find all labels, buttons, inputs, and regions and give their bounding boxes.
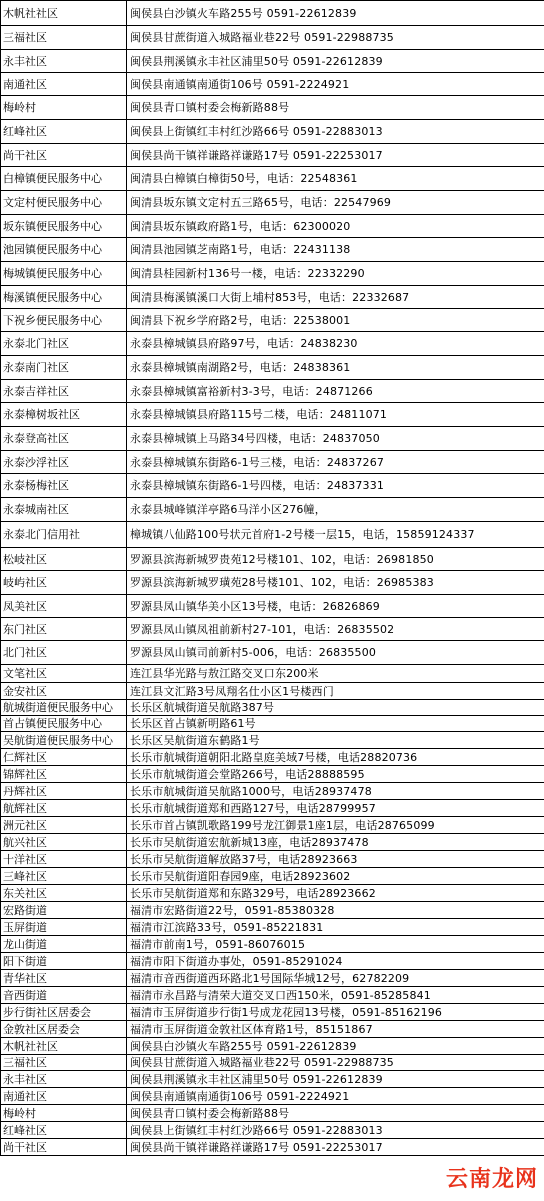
community-name-cell: 北门社区 <box>1 641 127 665</box>
table-row <box>1 834 544 851</box>
address-phone-cell: 闽侯县青口镇村委会梅新路88号 <box>127 96 544 120</box>
address-phone-cell: 闽清县坂东镇政府路1号，电话：62300020 <box>127 215 544 238</box>
address-phone-cell: 长乐市首占镇凯歌路199号龙江御景1座1层，电话28765099 <box>127 817 544 834</box>
table-row <box>1 936 544 953</box>
table-row <box>1 571 544 595</box>
community-name-cell: 丹辉社区 <box>1 783 127 800</box>
table-row <box>1 548 544 571</box>
community-name-cell: 音西街道 <box>1 987 127 1004</box>
table-row <box>1 1122 544 1139</box>
community-name-cell: 文笔社区 <box>1 665 127 683</box>
address-phone-cell: 闽侯县荆溪镇永丰社区浦里50号 0591-22612839 <box>127 1071 544 1088</box>
community-name-cell: 金敦社区居委会 <box>1 1021 127 1038</box>
table-row <box>1 1139 544 1156</box>
table-row <box>1 26 544 50</box>
table-row <box>1 356 544 380</box>
community-name-cell: 池园镇便民服务中心 <box>1 238 127 262</box>
community-name-cell: 红峰社区 <box>1 1122 127 1139</box>
address-phone-cell: 长乐区吴航街道东鹤路1号 <box>127 732 544 749</box>
table-row <box>1 309 544 332</box>
table-row <box>1 50 544 73</box>
address-phone-cell: 闽清县梅溪镇溪口大街上埔村853号，电话：22332687 <box>127 286 544 309</box>
table-row <box>1 1004 544 1021</box>
table-row <box>1 403 544 427</box>
community-name-cell: 东门社区 <box>1 618 127 641</box>
community-name-cell: 仁辉社区 <box>1 749 127 766</box>
address-phone-cell: 闽清县坂东镇文定村五三路65号，电话：22547969 <box>127 191 544 215</box>
address-phone-cell: 长乐区航城街道吴航路387号 <box>127 700 544 716</box>
table-row <box>1 970 544 987</box>
table-row <box>1 885 544 902</box>
table-row <box>1 919 544 936</box>
table-row <box>1 498 544 522</box>
address-phone-cell: 长乐市航城街道吴航路1000号，电话28937478 <box>127 783 544 800</box>
address-phone-cell: 闽侯县荆溪镇永丰社区浦里50号 0591-22612839 <box>127 50 544 73</box>
community-name-cell: 永泰杨梅社区 <box>1 474 127 498</box>
address-phone-cell: 闽侯县尚干镇祥谦路祥谦路17号 0591-22253017 <box>127 1139 544 1156</box>
address-phone-cell: 福清市前南1号，0591-86076015 <box>127 936 544 953</box>
address-phone-cell: 永泰县樟城镇东街路6-1号四楼，电话：24837331 <box>127 474 544 498</box>
address-phone-cell: 闽清县白樟镇白樟街50号，电话：22548361 <box>127 167 544 191</box>
community-name-cell: 宏路街道 <box>1 902 127 919</box>
address-phone-cell: 樟城镇八仙路100号状元首府1-2号楼一层15，电话，15859124337 <box>127 522 544 548</box>
table-row <box>1 96 544 120</box>
community-name-cell: 航城街道便民服务中心 <box>1 700 127 716</box>
address-phone-cell: 闽侯县南通镇南通街106号 0591-2224921 <box>127 73 544 96</box>
table-row <box>1 522 544 548</box>
address-phone-cell: 长乐市吴航街道阳春园9座，电话28923602 <box>127 868 544 885</box>
address-phone-cell: 闽侯县甘蔗街道入城路福业巷22号 0591-22988735 <box>127 26 544 50</box>
community-name-cell: 玉屏街道 <box>1 919 127 936</box>
address-phone-cell: 闽侯县上街镇红丰村红沙路66号 0591-22883013 <box>127 1122 544 1139</box>
address-phone-cell: 永泰县樟城镇东街路6-1号三楼，电话：24837267 <box>127 451 544 474</box>
community-name-cell: 永泰吉祥社区 <box>1 380 127 403</box>
table-row <box>1 451 544 474</box>
community-name-cell: 首占镇便民服务中心 <box>1 716 127 732</box>
community-name-cell: 岐屿社区 <box>1 571 127 595</box>
community-name-cell: 永泰登高社区 <box>1 427 127 451</box>
address-phone-cell: 闽侯县白沙镇火车路255号 0591-22612839 <box>127 1 544 26</box>
community-name-cell: 龙山街道 <box>1 936 127 953</box>
address-phone-cell: 永泰县樟城镇县府路115号二楼，电话：24811071 <box>127 403 544 427</box>
table-row <box>1 1071 544 1088</box>
address-phone-cell: 福清市阳下街道办事处，0591-85291024 <box>127 953 544 970</box>
address-phone-cell: 闽侯县上街镇红丰村红沙路66号 0591-22883013 <box>127 120 544 144</box>
table-row <box>1 902 544 919</box>
table-row <box>1 332 544 356</box>
community-name-cell: 梅岭村 <box>1 1105 127 1122</box>
community-name-cell: 三峰社区 <box>1 868 127 885</box>
table-row <box>1 1038 544 1055</box>
community-name-cell: 南通社区 <box>1 1088 127 1105</box>
address-phone-cell: 福清市玉屏街道金敦社区体育路1号，85151867 <box>127 1021 544 1038</box>
address-phone-cell: 连江县华光路与敖江路交叉口东200米 <box>127 665 544 683</box>
address-phone-cell: 闽侯县甘蔗街道入城路福业巷22号 0591-22988735 <box>127 1055 544 1071</box>
table-row <box>1 286 544 309</box>
address-phone-cell: 福清市江滨路33号，0591-85221831 <box>127 919 544 936</box>
watermark: 云南龙网 <box>445 1167 538 1192</box>
table-row <box>1 749 544 766</box>
address-phone-cell: 永泰县樟城镇富裕新村3-3号，电话：24871266 <box>127 380 544 403</box>
address-phone-cell: 福清市音西街道西环路北1号国际华城12号，62782209 <box>127 970 544 987</box>
table-row <box>1 618 544 641</box>
table-row <box>1 700 544 716</box>
table-row <box>1 716 544 732</box>
address-phone-cell: 罗源县凤山镇华美小区13号楼，电话：26826869 <box>127 595 544 618</box>
address-phone-cell: 福清市宏路街道22号，0591-85380328 <box>127 902 544 919</box>
community-name-cell: 航辉社区 <box>1 800 127 817</box>
community-name-cell: 永泰北门社区 <box>1 332 127 356</box>
community-name-cell: 金安社区 <box>1 683 127 700</box>
table-row <box>1 380 544 403</box>
address-phone-cell: 长乐市航城街道会堂路266号，电话28888595 <box>127 766 544 783</box>
address-phone-cell: 永泰县樟城镇县府路97号，电话：24838230 <box>127 332 544 356</box>
address-phone-cell: 闽清县下祝乡学府路2号，电话：22538001 <box>127 309 544 332</box>
table-row <box>1 144 544 167</box>
table-row <box>1 120 544 144</box>
community-name-cell: 永泰樟树坂社区 <box>1 403 127 427</box>
community-name-cell: 梅城镇便民服务中心 <box>1 262 127 286</box>
table-row <box>1 868 544 885</box>
table-row <box>1 262 544 286</box>
table-row <box>1 800 544 817</box>
community-name-cell: 永泰城南社区 <box>1 498 127 522</box>
address-phone-cell: 闽侯县白沙镇火车路255号 0591-22612839 <box>127 1038 544 1055</box>
table-row <box>1 953 544 970</box>
table-row <box>1 167 544 191</box>
community-name-cell: 坂东镇便民服务中心 <box>1 215 127 238</box>
address-phone-cell: 闽侯县尚干镇祥谦路祥谦路17号 0591-22253017 <box>127 144 544 167</box>
community-name-cell: 永丰社区 <box>1 1071 127 1088</box>
address-phone-cell: 罗源县凤山镇凤祖前新村27-101，电话：26835502 <box>127 618 544 641</box>
address-phone-cell: 闽清县桂园新村136号一楼，电话：22332290 <box>127 262 544 286</box>
community-name-cell: 南通社区 <box>1 73 127 96</box>
table-row <box>1 817 544 834</box>
table-row <box>1 474 544 498</box>
community-name-cell: 尚干社区 <box>1 1139 127 1156</box>
address-phone-cell: 长乐市吴航街道宏航新城13座，电话28937478 <box>127 834 544 851</box>
community-name-cell: 吴航街道便民服务中心 <box>1 732 127 749</box>
community-name-cell: 梅溪镇便民服务中心 <box>1 286 127 309</box>
community-name-cell: 东关社区 <box>1 885 127 902</box>
community-name-cell: 尚干社区 <box>1 144 127 167</box>
table-row <box>1 1021 544 1038</box>
table-row <box>1 191 544 215</box>
table-row <box>1 683 544 700</box>
community-name-cell: 木帆社社区 <box>1 1 127 26</box>
address-phone-cell: 闽侯县南通镇南通街106号 0591-2224921 <box>127 1088 544 1105</box>
community-name-cell: 步行街社区居委会 <box>1 1004 127 1021</box>
community-name-cell: 梅岭村 <box>1 96 127 120</box>
address-phone-cell: 永泰县樟城镇南湖路2号，电话：24838361 <box>127 356 544 380</box>
table-row <box>1 641 544 665</box>
table-row <box>1 1055 544 1071</box>
address-phone-cell: 长乐市航城街道朝阳北路皇庭美域7号楼，电话28820736 <box>127 749 544 766</box>
community-name-cell: 十洋社区 <box>1 851 127 868</box>
address-phone-cell: 福清市玉屏街道步行街1号成龙花园13号楼，0591-85162196 <box>127 1004 544 1021</box>
table-row <box>1 732 544 749</box>
table-row <box>1 73 544 96</box>
community-name-cell: 红峰社区 <box>1 120 127 144</box>
table-row <box>1 851 544 868</box>
community-name-cell: 白樟镇便民服务中心 <box>1 167 127 191</box>
community-name-cell: 下祝乡便民服务中心 <box>1 309 127 332</box>
table-row <box>1 1105 544 1122</box>
table-row <box>1 665 544 683</box>
table-row <box>1 1088 544 1105</box>
address-phone-cell: 闽侯县青口镇村委会梅新路88号 <box>127 1105 544 1122</box>
address-phone-cell: 连江县文汇路3号凤翔名仕小区1号楼西门 <box>127 683 544 700</box>
address-phone-cell: 罗源县凤山镇司前新村5-006，电话：26835500 <box>127 641 544 665</box>
community-name-cell: 洲元社区 <box>1 817 127 834</box>
community-name-cell: 青华社区 <box>1 970 127 987</box>
community-name-cell: 永泰沙浮社区 <box>1 451 127 474</box>
address-phone-cell: 永泰县樟城镇上马路34号四楼，电话：24837050 <box>127 427 544 451</box>
address-phone-cell: 闽清县池园镇芝南路1号，电话：22431138 <box>127 238 544 262</box>
address-phone-cell: 长乐市航城街道郑和西路127号，电话28799957 <box>127 800 544 817</box>
address-phone-cell: 罗源县滨海新城罗贵苑12号楼101、102，电话：26981850 <box>127 548 544 571</box>
table-row <box>1 215 544 238</box>
community-name-cell: 凤美社区 <box>1 595 127 618</box>
address-phone-cell: 长乐市吴航街道郑和东路329号，电话28923662 <box>127 885 544 902</box>
table-row <box>1 783 544 800</box>
community-name-cell: 文定村便民服务中心 <box>1 191 127 215</box>
address-phone-cell: 罗源县滨海新城罗璜苑28号楼101、102，电话：26985383 <box>127 571 544 595</box>
community-name-cell: 三福社区 <box>1 1055 127 1071</box>
address-phone-cell: 福清市永昌路与清荣大道交叉口西150米，0591-85285841 <box>127 987 544 1004</box>
table-row <box>1 595 544 618</box>
table-row <box>1 427 544 451</box>
community-name-cell: 阳下街道 <box>1 953 127 970</box>
table-row <box>1 987 544 1004</box>
community-name-cell: 永泰南门社区 <box>1 356 127 380</box>
community-name-cell: 航兴社区 <box>1 834 127 851</box>
community-name-cell: 永丰社区 <box>1 50 127 73</box>
address-phone-cell: 长乐市吴航街道解放路37号，电话28923663 <box>127 851 544 868</box>
community-name-cell: 木帆社社区 <box>1 1038 127 1055</box>
address-phone-cell: 长乐区首占镇新明路61号 <box>127 716 544 732</box>
address-phone-cell: 永泰县城峰镇洋亭路6马洋小区276幢， <box>127 498 544 522</box>
table-row <box>1 766 544 783</box>
community-name-cell: 松岐社区 <box>1 548 127 571</box>
table-row <box>1 1 544 26</box>
community-name-cell: 锦辉社区 <box>1 766 127 783</box>
table-row <box>1 238 544 262</box>
community-name-cell: 三福社区 <box>1 26 127 50</box>
community-name-cell: 永泰北门信用社 <box>1 522 127 548</box>
